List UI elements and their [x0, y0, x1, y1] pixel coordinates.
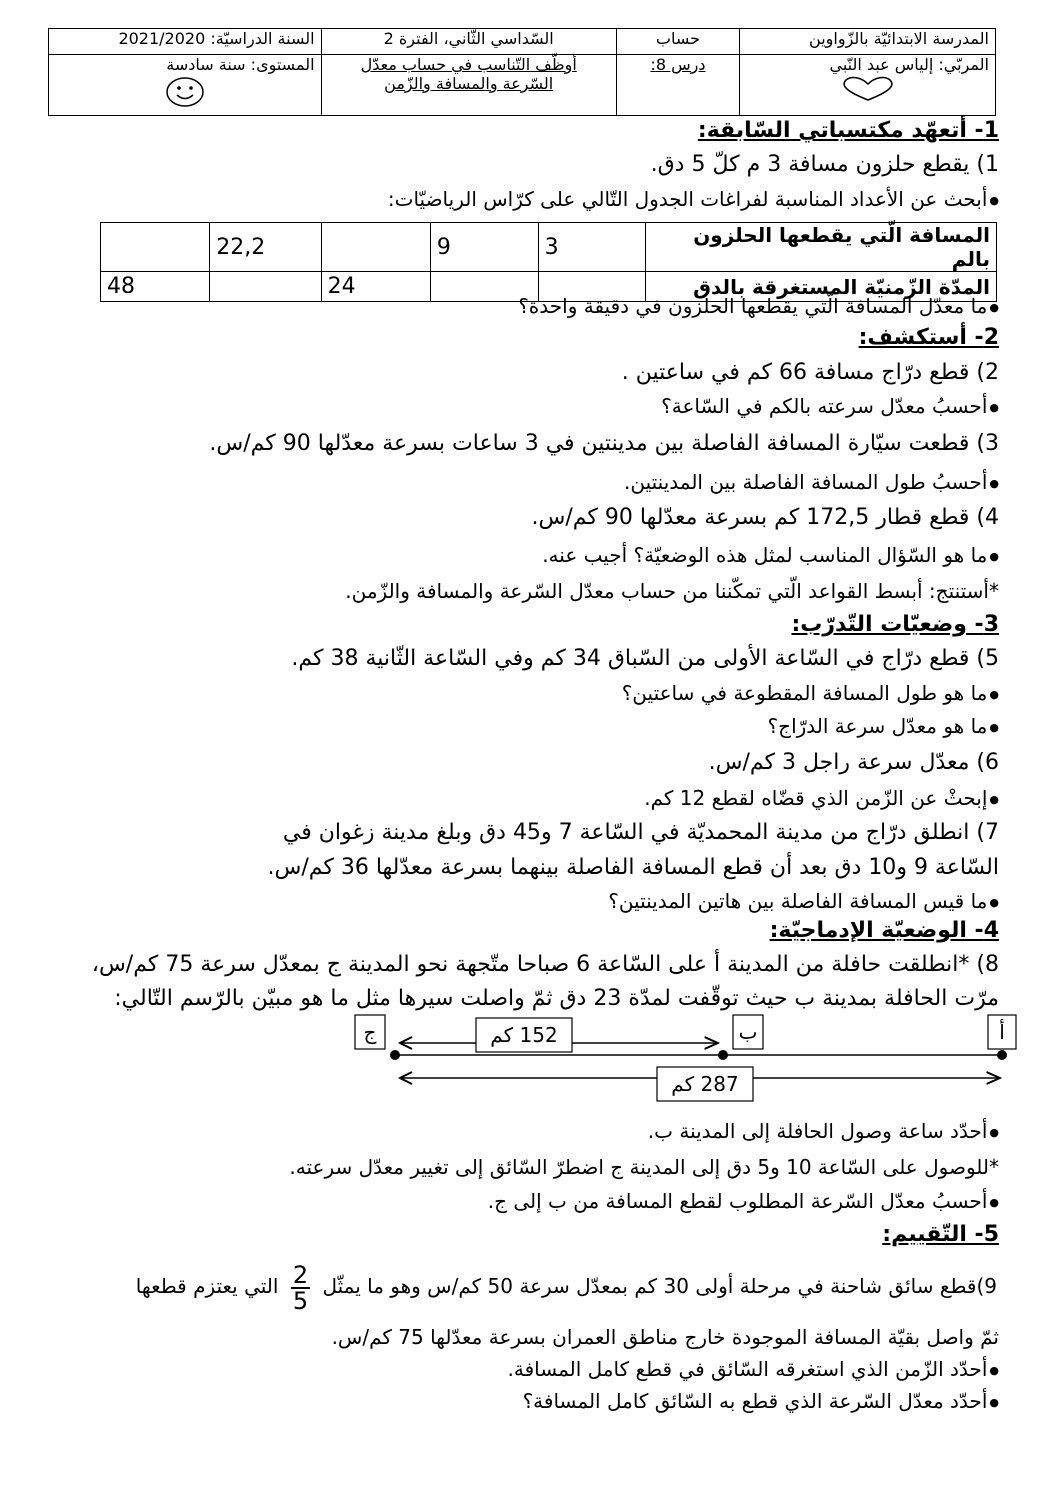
teacher-name: المربّي: إلياس عبد النّبي [829, 55, 989, 74]
table-cell: 9 [430, 223, 538, 272]
problem-2: 2) قطع درّاج مسافة 66 كم في ساعتين . [621, 360, 999, 385]
distance-bc: 152 كم [490, 1023, 558, 1047]
question-7: ● ما قيس المسافة الفاصلة بين هاتين المدينتين؟ [608, 888, 999, 916]
table-cell: 22,2 [210, 223, 321, 272]
problem-5: 5) قطع درّاج في السّاعة الأولى من السّباق 34 كم وفي السّاعة الثّانية 38 كم. [291, 646, 999, 671]
table-cell [210, 272, 321, 302]
question-9a: ● أحدّد الزّمن الذي استغرقه السّائق في قطع كامل المسافة. [508, 1356, 999, 1384]
question-8b: ● أحسبُ معدّل السّرعة المطلوب لقطع المسافة من ب إلى ج. [488, 1188, 999, 1216]
question-3: ● أحسبُ طول المسافة الفاصلة بين المدينتين. [624, 469, 999, 497]
problem-7-line1: 7) انطلق درّاج من مدينة المحمديّة في السّاعة 7 و45 دق وبلغ مدينة زغوان في [282, 820, 999, 845]
question-9b: ● أحدّد معدّل السّرعة الذي قطع به السّائق كامل المسافة؟ [523, 1388, 999, 1416]
point-a [997, 1050, 1007, 1060]
question-6: ● إبحثْ عن الزّمن الذي قضّاه لقطع 12 كم. [644, 785, 999, 813]
section5-title: 5- التّقييم: [882, 1222, 999, 1247]
distance-ac: 287 كم [671, 1072, 739, 1096]
question-4: ● ما هو السّؤال المناسب لمثل هذه الوضعيّة؟ أجيب عنه. [542, 542, 999, 570]
table-cell: 3 [538, 223, 646, 272]
question-5b: ● ما هو معدّل سرعة الدرّاج؟ [768, 713, 999, 741]
school-year: السنة الدراسيّة: 2021/2020 [49, 29, 322, 55]
table-cell: 24 [321, 272, 430, 302]
question-2: ● أحسبُ معدّل سرعته بالكم في السّاعة؟ [661, 393, 999, 421]
city-a-label: أ [999, 1020, 1005, 1044]
city-c-label: ج [363, 1020, 377, 1044]
problem-8-line1: 8) *انطلقت حافلة من المدينة أ على السّاعة 6 صباحا متّجهة نحو المدينة ج بمعدّل سرعة 75 كم/س، [91, 952, 999, 977]
section1-title: 1- أتعهّد مكتسباتي السّابقة: [697, 118, 999, 143]
snail-table [100, 222, 997, 302]
objective-line-2: السّرعة والمسافة والزّمن [384, 74, 554, 93]
problem-1: 1) يقطع حلزون مسافة 3 م كلّ 5 دق. [650, 152, 999, 177]
conclusion: *أستنتج: أبسط القواعد الّتي تمكّننا من حساب معدّل السّرعة والمسافة والزّمن. [345, 579, 999, 603]
distance-diagram [340, 1010, 1020, 1110]
point-c [390, 1050, 400, 1060]
heart-icon [838, 76, 898, 102]
problem-8-line3: *للوصول على السّاعة 10 و5 دق إلى المدينة ج اضطرّ السّائق إلى تغيير معدّل سرعته. [289, 1155, 999, 1179]
question-1-rate: ● ما معدّل المسافة الّتي يقطعها الحلزون في دقيقة واحدة؟ [518, 293, 999, 321]
table-row [101, 223, 997, 272]
teacher-cell [740, 55, 996, 116]
table-cell: 48 [101, 272, 210, 302]
question-8a: ● أحدّد ساعة وصول الحافلة إلى المدينة ب. [648, 1118, 999, 1146]
problem-9-line2: ثمّ واصل بقيّة المسافة الموجودة خارج مناطق العمران بسرعة معدّلها 75 كم/س. [331, 1325, 999, 1349]
smiley-icon [165, 76, 205, 108]
header-table [48, 28, 996, 116]
lesson-number: درس 8: [616, 55, 739, 116]
question-1-table: ● أبحث عن الأعداد المناسبة لفراغات الجدول التّالي على كرّاس الرياضيّات: [388, 186, 999, 214]
section2-title: 2- أستكشف: [858, 325, 999, 350]
lesson-objective [321, 55, 616, 116]
problem-9-line1: 9)قطع سائق شاحنة في مرحلة أولى 30 كم بمعدّل سرعة 50 كم/س وهو ما يمثّل $\frac{2}{5}$ التي يعتزم قطعها [135, 1260, 997, 1315]
table-cell [321, 223, 430, 272]
point-b [718, 1050, 728, 1060]
problem-7-line2: السّاعة 9 و10 دق بعد أن قطع المسافة الفاصلة بينهما بسرعة معدّلها 36 كم/س. [267, 855, 999, 880]
section4-title: 4- الوضعيّة الإدماجيّة: [769, 918, 999, 943]
section3-title: 3- وضعيّات التّدرّب: [791, 612, 999, 637]
problem-6: 6) معدّل سرعة راجل 3 كم/س. [708, 750, 999, 775]
objective-line-1: أوظّف التّناسب في حساب معدّل [360, 55, 577, 74]
problem-3: 3) قطعت سيّارة المسافة الفاصلة بين مدينتين في 3 ساعات بسرعة معدّلها 90 كم/س. [209, 431, 999, 456]
row2-label: المدّة الزّمنيّة المستغرقة بالدق [646, 272, 997, 302]
school-name: المدرسة الابتدائيّة بالزّواوين [740, 29, 996, 55]
fraction-two-fifths: $\frac{2}{5}$ [292, 1260, 309, 1315]
term: السّداسي الثّاني، الفترة 2 [321, 29, 616, 55]
city-b-label: ب [738, 1020, 758, 1044]
question-5a: ● ما هو طول المسافة المقطوعة في ساعتين؟ [622, 680, 999, 708]
row1-label: المسافة الّتي يقطعها الحلزون بالم [646, 223, 997, 272]
problem-8-line2: مرّت الحافلة بمدينة ب حيث توقّفت لمدّة 23 دق ثمّ واصلت سيرها مثل ما هو مبيّن بالرّسم التّالي: [114, 986, 999, 1011]
problem-4: 4) قطع قطار 172,5 كم بسرعة معدّلها 90 كم/س. [531, 505, 999, 530]
table-cell [101, 223, 210, 272]
level: المستوى: سنة سادسة [166, 55, 315, 74]
subject: حساب [616, 29, 739, 55]
level-cell [49, 55, 322, 116]
